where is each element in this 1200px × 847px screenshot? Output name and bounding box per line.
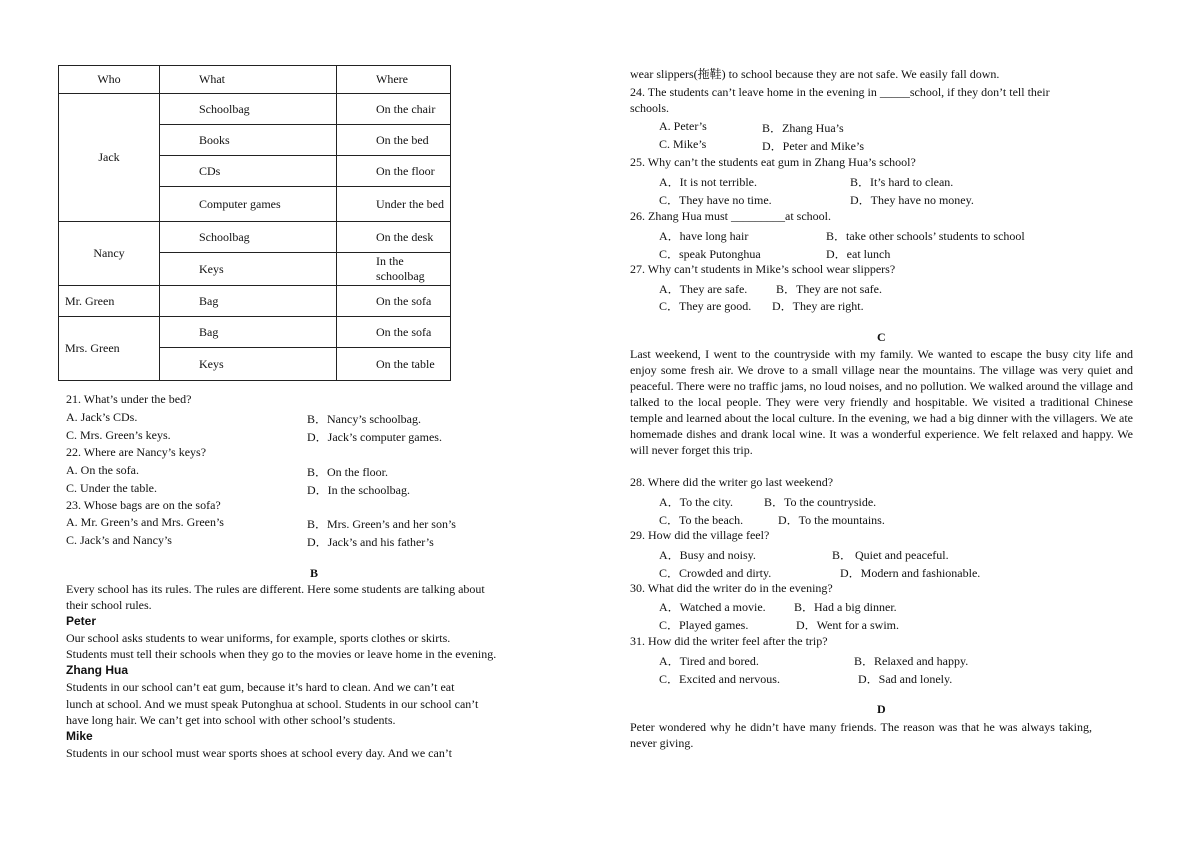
question-21: 21. What’s under the bed? <box>66 392 192 406</box>
table-cell: CDs <box>160 156 337 187</box>
option-c: C．They are good. <box>659 299 752 313</box>
option-b: B．It’s hard to clean. <box>850 175 954 189</box>
question-29: 29. How did the village feel? <box>630 528 770 542</box>
table-row <box>59 286 451 317</box>
passage-c: Last weekend, I went to the countryside with my family. We wanted to escape the busy city life and enjoy some fresh air. We drove to a small village near the mountains. The village was very quiet and peaceful. There were no traffic jams, no loud noises, and no pollution. We walked around the village and talked to the local people. They were very friendly and hospitable. We visited a traditional Chinese temple and learned about the local culture. In the evening, we had a big dinner with the villagers. We ate homemade dishes and drank local wine. It was a wonderful experience. We felt relaxed and happy. We will never forget this trip. <box>630 347 1133 457</box>
passage-line: Students in our school must wear sports shoes at school every day. And we can’t <box>66 746 452 760</box>
passage-line: Our school asks students to wear uniforms, for example, sports clothes or skirts. <box>66 631 451 645</box>
passage-line: have long hair. We can’t get into school with other school’s students. <box>66 713 396 727</box>
option-a: A．Watched a movie. <box>659 600 766 614</box>
option-d: D．Peter and Mike’s <box>762 139 864 153</box>
option-a: A．Busy and noisy. <box>659 548 756 562</box>
option-b: B．take other schools’ students to school <box>826 229 1025 243</box>
section-d-heading: D <box>877 702 886 716</box>
table-cell: On the desk <box>337 222 451 253</box>
option-d: D．They are right. <box>772 299 864 313</box>
option-a: A．They are safe. <box>659 282 748 296</box>
option-b: B．On the floor. <box>307 465 388 479</box>
option-c: C．Played games. <box>659 618 749 632</box>
option-c: C. Jack’s and Nancy’s <box>66 533 172 547</box>
section-b-heading: B <box>310 566 319 580</box>
option-c: C. Mrs. Green’s keys. <box>66 428 171 442</box>
table-cell: Schoolbag <box>160 222 337 253</box>
table-row <box>59 317 451 348</box>
passage-line: wear slippers(拖鞋) to school because they are not safe. We easily fall down. <box>630 67 1000 81</box>
option-b: B．Mrs. Green’s and her son’s <box>307 517 456 531</box>
option-c: C. Mike’s <box>659 137 707 151</box>
option-d: D．To the mountains. <box>778 513 885 527</box>
section-c-heading: C <box>877 330 886 344</box>
option-c: C. Under the table. <box>66 481 157 495</box>
speaker-name: Mike <box>66 729 93 743</box>
option-d: D．In the schoolbag. <box>307 483 410 497</box>
option-b: B．To the countryside. <box>764 495 877 509</box>
option-d: D．eat lunch <box>826 247 891 261</box>
question-26: 26. Zhang Hua must _________at school. <box>630 209 831 223</box>
option-d: D．They have no money. <box>850 193 974 207</box>
option-c: C．Excited and nervous. <box>659 672 780 686</box>
option-b: B．Had a big dinner. <box>794 600 897 614</box>
table-cell: On the sofa <box>337 286 451 317</box>
table-row <box>59 222 451 253</box>
option-c: C．speak Putonghua <box>659 247 761 261</box>
question-28: 28. Where did the writer go last weekend? <box>630 475 834 489</box>
option-b: B．Relaxed and happy. <box>854 654 969 668</box>
question-24: 24. The students can’t leave home in the evening in _____school, if they don’t tell their <box>630 85 1050 99</box>
table-header: Where <box>337 66 451 94</box>
passage-line: Students must tell their schools when they go to the movies or leave home in the evening. <box>66 647 497 661</box>
table-cell: Under the bed <box>337 187 451 222</box>
option-c: C．They have no time. <box>659 193 772 207</box>
passage-line: Students in our school can’t eat gum, because it’s hard to clean. And we can’t eat <box>66 680 455 694</box>
table-cell: Computer games <box>160 187 337 222</box>
table-row <box>59 94 451 125</box>
question-30: 30. What did the writer do in the evening? <box>630 581 833 595</box>
table-header: Who <box>59 66 160 94</box>
table-cell: Schoolbag <box>160 94 337 125</box>
table-cell: On the floor <box>337 156 451 187</box>
option-d: D．Sad and lonely. <box>858 672 953 686</box>
option-b: B． Quiet and peaceful. <box>832 548 949 562</box>
passage-line: lunch at school. And we must speak Putonghua at school. Students in our school can’t <box>66 697 479 711</box>
option-d: D．Went for a swim. <box>796 618 900 632</box>
option-c: C．Crowded and dirty. <box>659 566 772 580</box>
table-cell: Keys <box>160 348 337 381</box>
passage-line: Every school has its rules. The rules are different. Here some students are talking about <box>66 582 485 596</box>
option-a: A. Jack’s CDs. <box>66 410 138 424</box>
option-b: B．They are not safe. <box>776 282 882 296</box>
table-cell: On the table <box>337 348 451 381</box>
question-25: 25. Why can’t the students eat gum in Zhang Hua’s school? <box>630 155 916 169</box>
option-d: D．Modern and fashionable. <box>840 566 981 580</box>
option-a: A．Tired and bored. <box>659 654 759 668</box>
option-b: B．Nancy’s schoolbag. <box>307 412 421 426</box>
info-table <box>58 65 451 381</box>
speaker-name: Zhang Hua <box>66 663 128 677</box>
table-header: What <box>160 66 337 94</box>
option-a: A．have long hair <box>659 229 749 243</box>
passage-line: their school rules. <box>66 598 152 612</box>
question-27: 27. Why can’t students in Mike’s school wear slippers? <box>630 262 896 276</box>
table-cell: Keys <box>160 253 337 286</box>
option-a: A．It is not terrible. <box>659 175 757 189</box>
table-cell: Bag <box>160 286 337 317</box>
option-d: D．Jack’s and his father’s <box>307 535 434 549</box>
option-d: D．Jack’s computer games. <box>307 430 442 444</box>
option-c: C．To the beach. <box>659 513 744 527</box>
table-header-row <box>59 66 451 94</box>
table-cell: Books <box>160 125 337 156</box>
table-cell-who: Nancy <box>59 222 160 286</box>
option-a: A. Mr. Green’s and Mrs. Green’s <box>66 515 224 529</box>
table-cell: Bag <box>160 317 337 348</box>
table-cell-who: Jack <box>59 94 160 222</box>
option-b: B．Zhang Hua’s <box>762 121 844 135</box>
option-a: A. Peter’s <box>659 119 707 133</box>
table-cell-who: Mr. Green <box>59 286 160 317</box>
option-a: A. On the sofa. <box>66 463 139 477</box>
question-31: 31. How did the writer feel after the trip? <box>630 634 828 648</box>
table-cell-who: Mrs. Green <box>59 317 160 381</box>
table-cell: On the sofa <box>337 317 451 348</box>
question-24-cont: schools. <box>630 101 669 115</box>
passage-d: Peter wondered why he didn’t have many friends. The reason was that he was always taking, never giving. <box>630 720 1092 750</box>
speaker-name: Peter <box>66 614 97 628</box>
question-22: 22. Where are Nancy’s keys? <box>66 445 207 459</box>
question-23: 23. Whose bags are on the sofa? <box>66 498 221 512</box>
table-cell: On the chair <box>337 94 451 125</box>
table-cell: In the schoolbag <box>337 253 451 286</box>
table-cell: On the bed <box>337 125 451 156</box>
option-a: A．To the city. <box>659 495 734 509</box>
